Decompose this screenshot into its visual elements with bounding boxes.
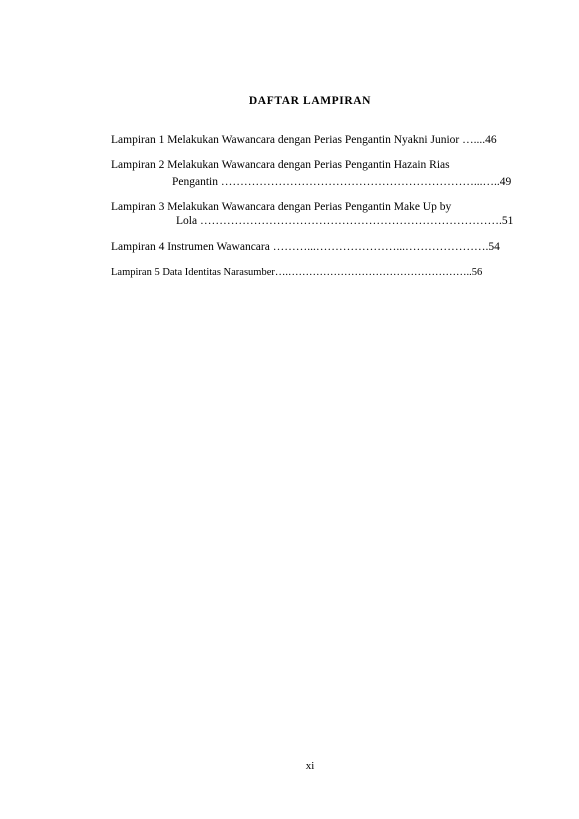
lampiran-1-line-1: Lampiran 1 Melakukan Wawancara dengan Perias Pengantin Nyakni Junior …....46 bbox=[111, 134, 497, 146]
page-title: DAFTAR LAMPIRAN bbox=[248, 95, 372, 107]
page-number: xi bbox=[305, 760, 315, 772]
lampiran-2-line-1: Lampiran 2 Melakukan Wawancara dengan Perias Pengantin Hazain Rias bbox=[111, 159, 450, 171]
lampiran-5-line-1: Lampiran 5 Data Identitas Narasumber….……………………………………………..56 bbox=[111, 267, 483, 278]
lampiran-3-line-1: Lampiran 3 Melakukan Wawancara dengan Perias Pengantin Make Up by bbox=[111, 201, 452, 213]
lampiran-2-line-2: Pengantin …………………………………………………………...…..49 bbox=[172, 176, 512, 188]
lampiran-3-line-2: Lola …………………………………………………………………….51 bbox=[176, 215, 514, 227]
lampiran-4-line-1: Lampiran 4 Instrumen Wawancara ………...…………………...………………….54 bbox=[111, 241, 500, 253]
